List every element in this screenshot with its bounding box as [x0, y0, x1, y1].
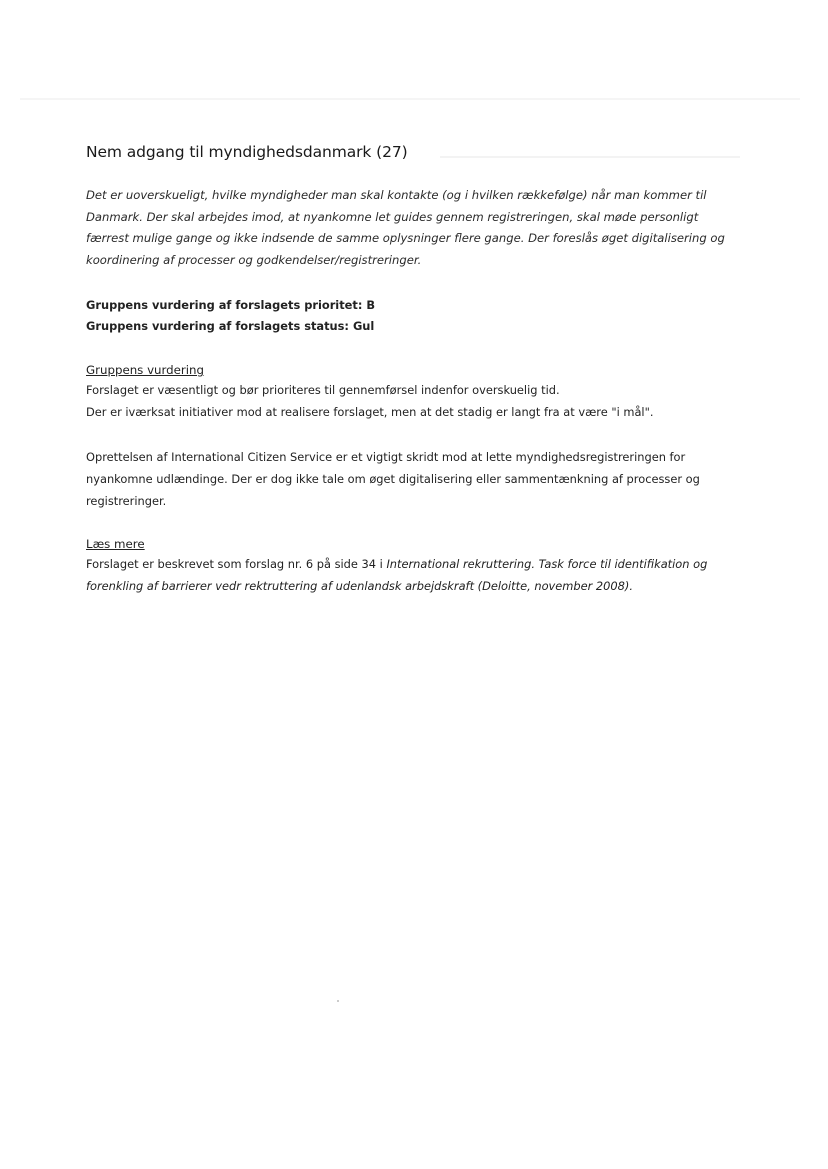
scan-artifact	[20, 98, 800, 100]
assessment-section	[86, 361, 736, 423]
ratings-block	[86, 295, 736, 337]
assessment-line-2: Der er iværksat initiativer mod at realisere forslaget, men at det stadig er langt fra at være "i mål".	[86, 404, 654, 419]
page-title: Nem adgang til myndighedsdanmark (27)	[86, 143, 408, 161]
status-rating: Gruppens vurdering af forslagets status: Gul	[86, 319, 375, 333]
read-more-heading: Læs mere	[86, 537, 145, 551]
assessment-paragraph: Oprettelsen af International Citizen Service er et vigtigt skridt mod at lette myndighedsregistreringen for nyankomne udlændinge. Der er dog ikke tale om øget digitalisering eller sammentænkning af processer og registreringer.	[86, 450, 700, 508]
reference-title: International rekruttering. Task force til identifikation og forenkling af barrierer vedr rektruttering af udenlandsk arbejdskraft (Deloitte, november 2008).	[86, 557, 708, 593]
proposal-summary: Det er uoverskueligt, hvilke myndigheder man skal kontakte (og i hvilken rækkefølge) når man kommer til Danmark. Der skal arbejdes imod, at nyankomne let guides gennem registreringen, skal møde personligt færrest mulige gange og ikke indsende de samme oplysninger flere gange. Der foreslås øget digitalisering og koordinering af processer og godkendelser/registreringer.	[86, 188, 725, 267]
document-page	[86, 143, 736, 620]
read-more-section	[86, 535, 736, 597]
scan-speck	[337, 1000, 339, 1002]
assessment-line-1: Forslaget er væsentligt og bør prioriteres til gennemførsel indenfor overskuelig tid.	[86, 383, 560, 397]
reference-prefix: Forslaget er beskrevet som forslag nr. 6 på side 34 i	[86, 557, 387, 571]
priority-rating: Gruppens vurdering af forslagets prioritet: B	[86, 298, 376, 312]
assessment-heading: Gruppens vurdering	[86, 363, 205, 377]
read-more-reference	[86, 554, 736, 597]
